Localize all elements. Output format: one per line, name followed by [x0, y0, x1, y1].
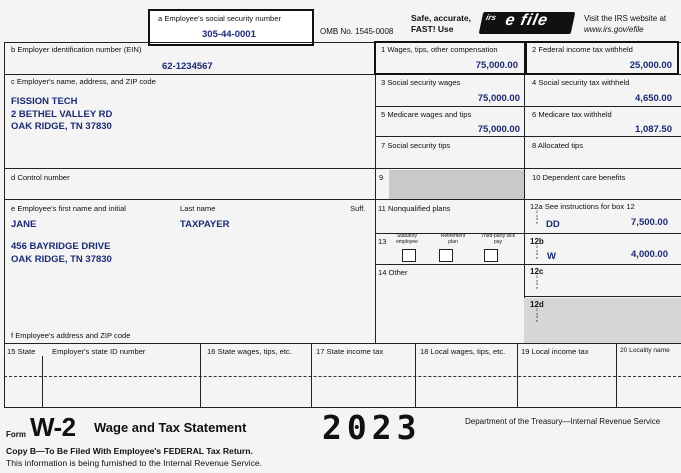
department-text: Department of the Treasury—Internal Revenue Service — [465, 417, 661, 426]
box-3-value: 75,000.00 — [477, 93, 520, 104]
box-2-value: 25,000.00 — [629, 60, 672, 71]
form-name: W-2 — [30, 412, 76, 442]
form-title: Wage and Tax Statement — [94, 420, 247, 435]
box-11-label: 11 Nonqualified plans — [378, 204, 451, 213]
box-6-value: 1,087.50 — [635, 124, 672, 135]
omb-number: OMB No. 1545-0008 — [320, 27, 394, 36]
safe-line-1: Safe, accurate, — [411, 13, 472, 23]
irs-line-1: Visit the IRS website at — [584, 14, 667, 23]
box-13-label: 13 — [378, 237, 387, 246]
box-4-value: 4,650.00 — [635, 93, 672, 104]
ein-label: b Employer identification number (EIN) — [11, 45, 142, 54]
employer-address-block — [11, 96, 112, 134]
box-8-label: 8 Allocated tips — [532, 141, 584, 150]
box-10-label: 10 Dependent care benefits — [532, 173, 626, 182]
box-7-label: 7 Social security tips — [381, 141, 451, 150]
ssn-label: a Employee's social security number — [158, 14, 282, 23]
employer-name: FISSION TECH — [11, 96, 78, 107]
efile-text: e file — [503, 12, 550, 29]
thirdparty-checkbox[interactable] — [484, 249, 498, 262]
employer-city: OAK RIDGE, TN 37830 — [11, 121, 112, 132]
employee-first-label: e Employee's first name and initial — [11, 204, 126, 213]
employee-last-label: Last name — [180, 204, 216, 213]
box-4-label: 4 Social security tax withheld — [532, 78, 630, 87]
ein-value: 62-1234567 — [162, 61, 213, 72]
retirement-label: Retirement plan — [440, 233, 466, 245]
box-12b-code: W — [547, 251, 556, 262]
box-9-shade — [389, 170, 524, 199]
control-number-label: d Control number — [11, 173, 70, 182]
safe-line-2: FAST! Use — [411, 24, 454, 34]
form-word: Form — [6, 430, 26, 439]
copy-b-text: Copy B—To Be Filed With Employee's FEDERAL Tax Return. — [6, 446, 253, 456]
employer-address-label: c Employer's name, address, and ZIP code — [11, 77, 156, 86]
box-1-value: 75,000.00 — [475, 60, 518, 71]
employee-street: 456 BAYRIDGE DRIVE — [11, 241, 111, 252]
irs-line-2: www.irs.gov/efile — [584, 25, 644, 34]
box-12a-code-caption: C o d e — [535, 210, 539, 225]
irs-website-text — [584, 13, 666, 35]
retirement-checkbox[interactable] — [439, 249, 453, 262]
employer-street: 2 BETHEL VALLEY RD — [11, 108, 113, 120]
box-12d-label: 12d — [530, 300, 544, 309]
state-id-label: Employer's state ID number — [52, 347, 146, 356]
box-3-label: 3 Social security wages — [381, 78, 461, 87]
employee-city: OAK RIDGE, TN 37830 — [11, 253, 112, 265]
box-12b-label: 12b — [530, 237, 544, 246]
efile-logo — [479, 12, 576, 34]
box-1-label: 1 Wages, tips, other compensation — [381, 45, 498, 54]
thirdparty-label: Third-party sick pay — [480, 233, 516, 245]
efile-irs-text: irs — [485, 13, 497, 22]
box-12b-amount: 4,000.00 — [631, 249, 668, 260]
box-19-label: 19 Local income tax — [521, 347, 589, 356]
furnished-text: This information is being furnished to the Internal Revenue Service. — [6, 458, 263, 468]
box-12a-amount: 7,500.00 — [631, 217, 668, 228]
box-15-label: 15 State — [7, 347, 36, 356]
safe-accurate-text — [411, 13, 471, 35]
employee-suffix-label: Suff. — [350, 204, 366, 213]
box-12c-label: 12c — [530, 267, 544, 276]
ssn-value: 305-44-0001 — [202, 29, 256, 40]
employee-address-block — [11, 241, 112, 266]
box-5-label: 5 Medicare wages and tips — [381, 110, 472, 119]
box-17-label: 17 State income tax — [316, 347, 384, 356]
box-12a-label: 12a See instructions for box 12 — [530, 202, 635, 211]
box-16-label: 16 State wages, tips, etc. — [207, 347, 292, 356]
box-6-label: 6 Medicare tax withheld — [532, 110, 612, 119]
statutory-label: Statutory employee — [396, 233, 418, 245]
box-12d-code-caption: C o d e — [535, 308, 539, 323]
box-18-label: 18 Local wages, tips, etc. — [420, 347, 506, 356]
employee-first-name: JANE — [11, 219, 37, 230]
box-14-label: 14 Other — [378, 268, 408, 277]
box-12b-code-caption: C o d e — [535, 245, 539, 260]
employee-last-name: TAXPAYER — [180, 219, 230, 230]
box-2-label: 2 Federal income tax withheld — [532, 45, 633, 54]
employee-address-label: f Employee's address and ZIP code — [11, 331, 131, 340]
box-12d-shade — [524, 298, 681, 343]
box-9-label: 9 — [379, 173, 384, 182]
box-20-label: 20 Locality name — [620, 347, 670, 354]
box-12a-code: DD — [546, 219, 560, 230]
ssn-box[interactable] — [148, 9, 314, 46]
box-12c-code-caption: C o d e — [535, 275, 539, 290]
statutory-checkbox[interactable] — [402, 249, 416, 262]
box-5-value: 75,000.00 — [477, 124, 520, 135]
tax-year: 2023 — [322, 408, 422, 447]
